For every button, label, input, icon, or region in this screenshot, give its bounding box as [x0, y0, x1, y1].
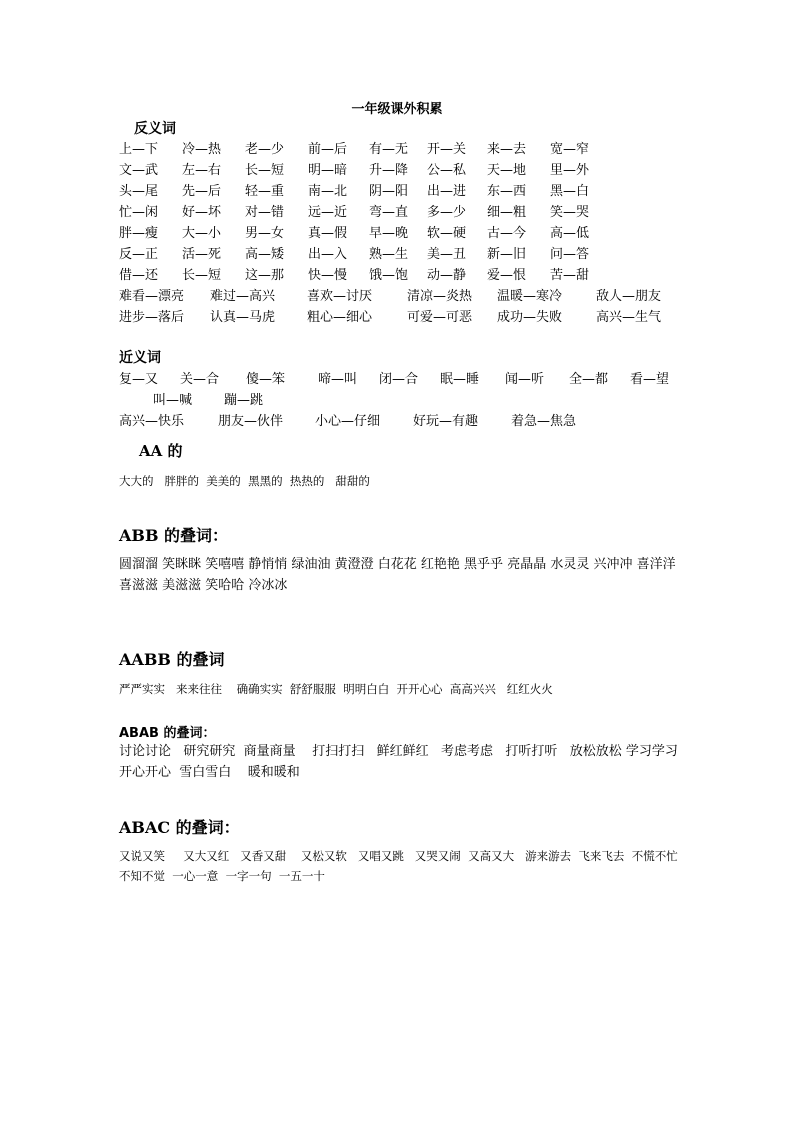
antonym-pair: 进步—落后	[119, 310, 185, 325]
synonym-pair: 全—都	[569, 372, 609, 387]
antonym-pair: 长—短	[245, 163, 285, 178]
antonym-pair: 远—近	[308, 205, 348, 220]
antonym-pair: 上—下	[119, 142, 159, 157]
antonym-pair: 老—少	[245, 142, 285, 157]
antonym-pair: 黑—白	[550, 184, 590, 199]
antonym-pair: 高—矮	[245, 247, 285, 262]
antonym-pair: 左—右	[182, 163, 222, 178]
antonym-pair: 冷—热	[182, 142, 222, 157]
antonym-pair: 公—私	[427, 163, 467, 178]
synonym-pair: 着急—焦急	[511, 414, 577, 429]
antonym-pair: 明—暗	[308, 163, 348, 178]
synonym-pair: 闭—合	[379, 372, 419, 387]
antonym-pair: 动—静	[427, 268, 467, 283]
antonym-pair: 喜欢—讨厌	[307, 289, 373, 304]
antonym-pair: 这—那	[245, 268, 285, 283]
antonym-pair: 真—假	[308, 226, 348, 241]
synonym-pair: 蹦—跳	[224, 393, 264, 408]
page-title: 一年级课外积累	[351, 102, 443, 117]
antonym-pair: 笑—哭	[550, 205, 590, 220]
antonyms-heading: 反义词	[134, 121, 176, 137]
synonym-pair: 啼—叫	[318, 372, 358, 387]
synonym-pair: 关—合	[180, 372, 220, 387]
antonym-pair: 好—坏	[182, 205, 222, 220]
antonym-pair: 软—硬	[427, 226, 467, 241]
antonym-pair: 开—关	[427, 142, 467, 157]
antonym-pair: 大—小	[182, 226, 222, 241]
antonym-pair: 胖—瘦	[119, 226, 159, 241]
synonym-pair: 傻—笨	[246, 372, 286, 387]
abb-heading: ABB 的叠词：	[119, 526, 229, 545]
antonym-pair: 美—丑	[427, 247, 467, 262]
antonym-pair: 借—还	[119, 268, 159, 283]
antonym-pair: 长—短	[182, 268, 222, 283]
antonym-pair: 先—后	[182, 184, 222, 199]
abab-heading: ABAB 的叠词：	[119, 726, 216, 741]
synonym-pair: 高兴—快乐	[119, 414, 185, 429]
aabb-words: 严严实实 来来往往 确确实实 舒舒服服 明明白白 开开心心 高高兴兴 红红火火	[119, 682, 553, 696]
antonym-pair: 新—旧	[487, 247, 527, 262]
synonym-pair: 看—望	[630, 372, 670, 387]
synonym-pair: 眠—睡	[440, 372, 480, 387]
antonym-pair: 可爱—可恶	[407, 310, 473, 325]
antonym-pair: 苦—甜	[550, 268, 590, 283]
synonyms-heading: 近义词	[119, 350, 161, 366]
antonym-pair: 高兴—生气	[596, 310, 662, 325]
synonym-pair: 叫—喊	[153, 393, 193, 408]
antonym-pair: 有—无	[369, 142, 409, 157]
abac-words: 又说又笑 又大又红 又香又甜 又松又软 又唱又跳 又哭又闹 又高又大 游来游去 飞来飞去 不慌不忙 不知不觉 一心一意 一字一句 一五一十	[119, 849, 686, 883]
antonym-pair: 温暖—寒冷	[497, 289, 563, 304]
synonym-pair: 复—又	[119, 372, 159, 387]
antonym-pair: 前—后	[308, 142, 348, 157]
synonym-pair: 小心—仔细	[315, 414, 381, 429]
aa-heading: AA 的	[139, 442, 183, 460]
antonym-pair: 阴—阳	[369, 184, 409, 199]
synonym-pair: 朋友—伙伴	[218, 414, 284, 429]
antonym-pair: 天—地	[487, 163, 527, 178]
antonym-pair: 出—入	[308, 247, 348, 262]
antonym-pair: 对—错	[245, 205, 285, 220]
antonym-pair: 文—武	[119, 163, 159, 178]
antonym-pair: 忙—闲	[119, 205, 159, 220]
antonym-pair: 熟—生	[369, 247, 409, 262]
abac-heading: ABAC 的叠词：	[119, 818, 240, 837]
antonym-pair: 多—少	[427, 205, 467, 220]
antonym-pair: 爱—恨	[487, 268, 527, 283]
antonym-pair: 出—进	[427, 184, 467, 199]
abb-words: 圆溜溜 笑眯眯 笑嘻嘻 静悄悄 绿油油 黄澄澄 白花花 红艳艳 黑乎乎 亮晶晶 水灵灵 兴冲冲 喜洋洋 喜滋滋 美滋滋 笑哈哈 冷冰冰	[119, 557, 680, 593]
antonym-pair: 南—北	[308, 184, 348, 199]
antonym-pair: 东—西	[487, 184, 527, 199]
aa-words: 大大的 胖胖的 美美的 黑黑的 热热的 甜甜的	[119, 474, 370, 488]
antonym-pair: 古—今	[487, 226, 527, 241]
antonym-pair: 难看—漂亮	[119, 289, 185, 304]
antonym-pair: 轻—重	[245, 184, 285, 199]
aabb-heading: AABB 的叠词	[119, 650, 225, 669]
antonym-pair: 宽—窄	[550, 142, 590, 157]
antonym-pair: 男—女	[245, 226, 285, 241]
antonym-pair: 快—慢	[308, 268, 348, 283]
antonym-pair: 来—去	[487, 142, 527, 157]
antonym-pair: 弯—直	[369, 205, 409, 220]
antonym-pair: 敌人—朋友	[596, 289, 662, 304]
synonym-pair: 闻—听	[505, 372, 545, 387]
antonym-pair: 问—答	[550, 247, 590, 262]
antonym-pair: 认真—马虎	[210, 310, 276, 325]
antonym-pair: 高—低	[550, 226, 590, 241]
antonym-pair: 头—尾	[119, 184, 159, 199]
antonym-pair: 反—正	[119, 247, 159, 262]
synonym-pair: 好玩—有趣	[413, 414, 479, 429]
abab-words: 讨论讨论 研究研究 商量商量 打扫打扫 鲜红鲜红 考虑考虑 打听打听 放松放松 学习学习 开心开心 雪白雪白 暖和暖和	[119, 744, 687, 780]
antonym-pair: 粗心—细心	[307, 310, 373, 325]
antonym-pair: 难过—高兴	[210, 289, 276, 304]
antonym-pair: 活—死	[182, 247, 222, 262]
antonym-pair: 清凉—炎热	[407, 289, 473, 304]
antonym-pair: 成功—失败	[497, 310, 563, 325]
antonym-pair: 升—降	[369, 163, 409, 178]
antonym-pair: 里—外	[550, 163, 590, 178]
antonym-pair: 早—晚	[369, 226, 409, 241]
antonym-pair: 饿—饱	[369, 268, 409, 283]
antonym-pair: 细—粗	[487, 205, 527, 220]
